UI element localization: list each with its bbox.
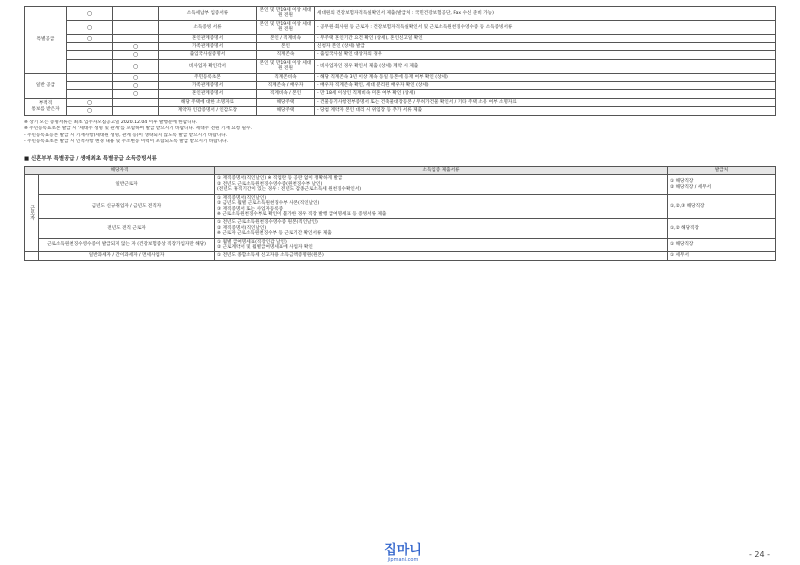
issuer-cell: 해당주택 (257, 107, 315, 115)
header-target: 해당자격 (25, 167, 215, 175)
description-cell: - 공무원·회사원 등 근로자 : 건강보험자격득실확인서 및 근로소득원천징수영수증 등 소득증빙서류 (315, 20, 776, 34)
issuer-cell: ① 해당직장 ② 해당직장 / 세무서 (668, 175, 776, 194)
table-row (25, 194, 776, 219)
table-row (25, 20, 776, 34)
required-mark: ○ (67, 107, 113, 115)
watermark-logo (363, 544, 443, 563)
required-documents-table (24, 6, 776, 116)
section-title: ■ 신혼부부 특별공급 / 생애최초 특별공급 소득증빙서류 (24, 156, 157, 163)
docs-cell: ① 재직증명서(직인날인) ※ 직업란 등 공란 없이 정확하게 발급 ② 전년도 근로소득원천징수영수증(원천징수부 날인) (전년도 휴직기간이 있는 경우 : 전년도 갑종근로소득세 원천징수확인서) (215, 175, 668, 194)
category-cell: 일반 공급 (25, 73, 67, 98)
group-label-text: 근로자 (29, 204, 36, 220)
issuer-cell: 본인 및 만19세 이상 세대원 전원 (257, 59, 315, 73)
description-cell: - 건물등기사항전부증명서 또는 건축물대장등본 / 무허가건물 확인서 / 기타 주택 소유 여부 소명자료 (315, 98, 776, 106)
required-mark (67, 82, 113, 90)
issuer-cell: 해당주택 (257, 98, 315, 106)
optional-mark: ○ (113, 59, 159, 73)
watermark-sub: jipmani.com (387, 557, 419, 563)
note-line: - 주민등록표초본 발급 시 인적사항 변경 내용 및 주소변동 이력이 포함되도록 발급 받으시기 바랍니다. (24, 139, 229, 145)
docs-cell: ① 전년도 근로소득원천징수영수증 원본(직인날인) ② 재직증명서(직인날인) ※ 근로자 근로소득원천징수부 등 근로기간 확인서류 제출 (215, 219, 668, 238)
required-mark (67, 51, 113, 59)
target-cell: 근로소득원천징수영수증이 발급되지 않는 자 (건강보험증상 직장가입자만 해당) (39, 238, 215, 252)
document-name: 출입국사실증명서 (159, 51, 257, 59)
description-cell: - 배우자 직계존속 확인, 세대 분리된 배우자 확인 (상세) (315, 82, 776, 90)
document-name: 소득세납부 입증서류 (159, 7, 257, 21)
issuer-cell: ① 해당직장 (668, 238, 776, 252)
document-page (24, 6, 776, 261)
target-cell: 일반과세자 / 간이과세자 / 면세사업자 (39, 252, 215, 260)
optional-mark: ○ (113, 82, 159, 90)
table-row (25, 73, 776, 81)
target-cell: 금년도 신규취업자 / 금년도 전직자 (39, 194, 215, 219)
page-number: - 24 - (748, 550, 770, 559)
issuer-cell: ①,②,③ 해당직장 (668, 194, 776, 219)
issuer-cell: 본인 및 만19세 이상 세대원 전원 (257, 7, 315, 21)
issuer-cell: ① 세무서 (668, 252, 776, 260)
optional-mark (113, 20, 159, 34)
table-row (25, 175, 776, 194)
table-row (25, 90, 776, 98)
document-name: 혼인관계증명서 (159, 34, 257, 42)
document-name: 소득증빙 서류 (159, 20, 257, 34)
table-row (25, 98, 776, 106)
target-cell: 전년도 전직 근로자 (39, 219, 215, 238)
issuer-cell: 본인 / 직계비속 (257, 34, 315, 42)
issuer-cell: 본인 (257, 43, 315, 51)
document-name: 계약자 인감증명서 / 인감도장 (159, 107, 257, 115)
table-row (25, 82, 776, 90)
required-mark (67, 73, 113, 81)
table-row (25, 107, 776, 115)
required-mark (67, 90, 113, 98)
description-cell: - 당첨 계약자 본인 대리 시 위임장 등 추가 서류 제출 (315, 107, 776, 115)
optional-mark (113, 34, 159, 42)
docs-cell: ① 월별 급여명세표(직장인감 날인) ② 근로계약서 및 월별급여명세표에 사업자 확인 (215, 238, 668, 252)
description-cell: 세대원의 건강보험자격득실확인서 제출(발급처 : 국민건강보험공단, Fax 수신 준비 가능) (315, 7, 776, 21)
watermark-main: 집마니 (384, 543, 422, 558)
note-line: - 주민등록표등본 발급 시 기재사항(세대원 성명, 관계 등)이 생략되지 않도록 발급 받으시기 바랍니다. (24, 132, 228, 138)
description-cell: - 출입국사실 확인 대상자의 경우 (315, 51, 776, 59)
optional-mark (113, 107, 159, 115)
issuer-cell: 본인 및 만19세 이상 세대원 전원 (257, 20, 315, 34)
table-row (25, 219, 776, 238)
description-cell: - 무주택 혼인기간 요건 확인 (상세), 혼인신고일 확인 (315, 34, 776, 42)
category-cell: 특별공급 (25, 7, 67, 74)
document-name: 혼인관계증명서 (159, 90, 257, 98)
description-cell: - 비사업자인 경우 확인서 제출 (상세) 계약 시 제출 (315, 59, 776, 73)
issuer-cell: 직계비속 / 본인 (257, 90, 315, 98)
group-label-empty (25, 252, 39, 260)
header-docs: 소득입증 제출서류 (215, 167, 668, 175)
issuer-cell: 직계존속 / 배우자 (257, 82, 315, 90)
description-cell: - 만 18세 이상인 직계비속 미혼 여부 확인 (상세) (315, 90, 776, 98)
target-cell: 일반근로자 (39, 175, 215, 194)
document-name: 주민등록초본 (159, 73, 257, 81)
optional-mark: ○ (113, 90, 159, 98)
required-mark: ○ (67, 34, 113, 42)
table-row (25, 7, 776, 21)
required-mark (67, 43, 113, 51)
optional-mark: ○ (113, 51, 159, 59)
optional-mark: ○ (113, 43, 159, 51)
required-mark: ○ (67, 20, 113, 34)
issuer-cell: 직계존속 (257, 51, 315, 59)
required-mark: ○ (67, 7, 113, 21)
table-row (25, 252, 776, 260)
table-row (25, 238, 776, 252)
table-row (25, 43, 776, 51)
issuer-cell: 직계존비속 (257, 73, 315, 81)
income-proof-table (24, 166, 776, 261)
optional-mark (113, 7, 159, 21)
docs-cell: ① 재직증명서(직인날인) ② 금년도 월별 근로소득원천징수부 사본(직인날인) ③ 재직증명서 또는 사업자등록증 ※ 근로소득원천징수부로 확인이 불가한 경우 직장 발행 급여명세표 등 증빙서류 제출 (215, 194, 668, 219)
note-line: ※ 주민등록표초본 발급 시 '세대주 성명 및 관계'를 포함하여 발급 받으시기 바랍니다. 세대주 전원 기재 요청 필수. (24, 126, 252, 132)
docs-cell: ① 전년도 종합소득세 신고자용 소득금액증명원(원본) (215, 252, 668, 260)
optional-mark (113, 98, 159, 106)
group-label (25, 175, 39, 252)
header-issuer: 발급처 (668, 167, 776, 175)
table-row (25, 59, 776, 73)
description-cell: 신청자 본인 (상세) 발급 (315, 43, 776, 51)
table-row (25, 34, 776, 42)
table-row (25, 51, 776, 59)
issuer-cell: ①,② 해당직장 (668, 219, 776, 238)
required-mark: ○ (67, 98, 113, 106)
required-mark (67, 59, 113, 73)
document-name: 가족관계증명서 (159, 82, 257, 90)
optional-mark: ○ (113, 73, 159, 81)
document-name: 해당 주택에 대한 소명자료 (159, 98, 257, 106)
document-name: 가족관계증명서 (159, 43, 257, 51)
description-cell: - 해당 직계존속 3년 이상 계속 동일 등본에 등재 여부 확인 (상세) (315, 73, 776, 81)
document-name: 비사업자 확인각서 (159, 59, 257, 73)
note-line: ※ 상기 모든 증명서류는 최초 입주자모집공고일 2020.12.04 이후 발행분에 한합니다. (24, 119, 198, 125)
category-cell: 부적격 통보를 받은자 (25, 98, 67, 115)
notes-section (24, 120, 776, 146)
